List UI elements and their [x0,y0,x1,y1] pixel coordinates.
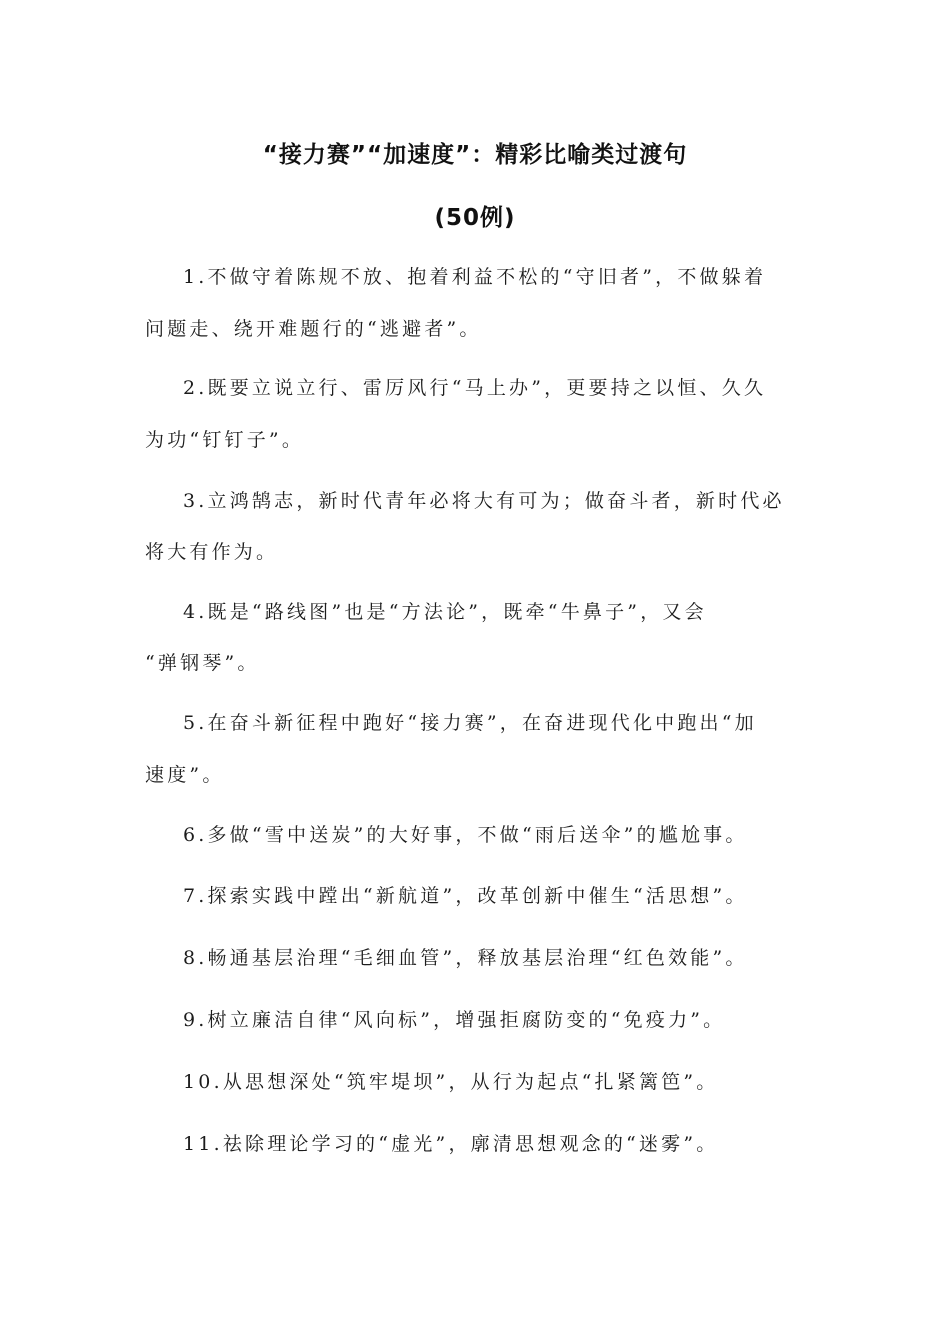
item-line: 11.祛除理论学习的“虚光”，廓清思想观念的“迷雾”。 [183,1133,719,1155]
item-line: 2.既要立说立行、雷厉风行“马上办”，更要持之以恒、久久 [183,377,767,399]
item-line: 3.立鸿鹄志，新时代青年必将大有可为；做奋斗者，新时代必 [183,490,785,512]
item-line: 6.多做“雪中送炭”的大好事，不做“雨后送伞”的尴尬事。 [183,824,748,846]
item-line: 问题走、绕开难题行的“逃避者”。 [145,318,482,340]
item-line: 9.树立廉洁自律“风向标”，增强拒腐防变的“免疫力”。 [183,1009,726,1031]
document-title: “接力赛”“加速度”：精彩比喻类过渡句 [262,142,688,168]
item-line: 1.不做守着陈规不放、抱着利益不松的“守旧者”，不做躲着 [183,266,767,288]
item-line: 速度”。 [145,764,225,786]
item-line: 10.从思想深处“筑牢堤坝”，从行为起点“扎紧篱笆”。 [183,1071,719,1093]
document-subtitle: (50例) [434,205,516,231]
item-line: 4.既是“路线图”也是“方法论”，既牵“牛鼻子”，又会 [183,601,707,623]
item-line: 8.畅通基层治理“毛细血管”，释放基层治理“红色效能”。 [183,947,748,969]
item-line: 5.在奋斗新征程中跑好“接力赛”，在奋进现代化中跑出“加 [183,712,757,734]
item-line: 为功“钉钉子”。 [145,429,305,451]
item-line: 7.探索实践中蹚出“新航道”，改革创新中催生“活思想”。 [183,885,748,907]
item-line: “弹钢琴”。 [145,652,260,674]
item-line: 将大有作为。 [145,541,279,563]
